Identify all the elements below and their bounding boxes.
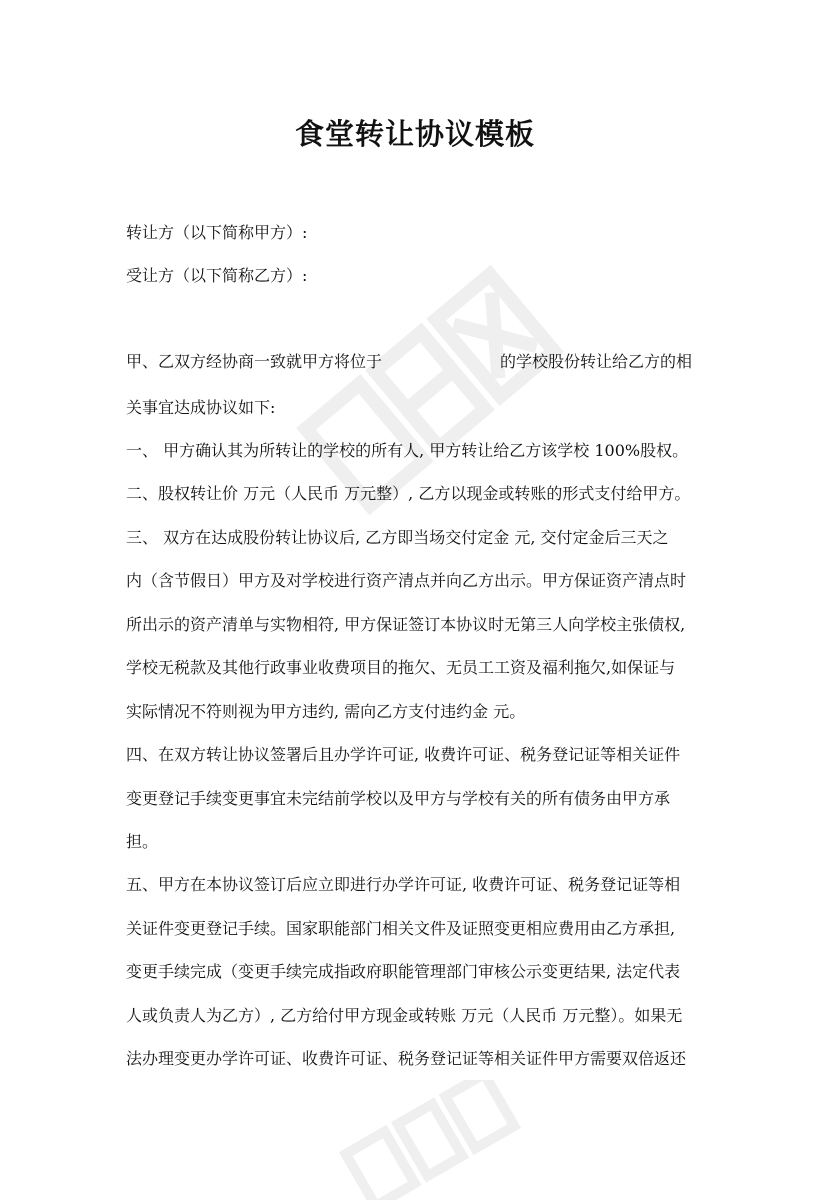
clause-line: 关证件变更登记手续。国家职能部门相关文件及证照变更相应费用由乙方承担, xyxy=(126,919,676,938)
clause-line: 法办理变更办学许可证、收费许可证、税务登记证等相关证件甲方需要双倍返还 xyxy=(126,1049,687,1068)
watermark-stamp-bottom xyxy=(330,1080,530,1200)
clause-line: 担。 xyxy=(126,832,159,851)
clause-line: 三、 双方在达成股份转让协议后, 乙方即当场交付定金 元, 交付定金后三天之 xyxy=(126,528,669,547)
transferee-line: 受让方（以下简称乙方）: xyxy=(126,266,308,285)
clause-line: 内（含节假日）甲方及对学校进行资产清点并向乙方出示。甲方保证资产清点时 xyxy=(126,571,687,590)
clause-line: 一、 甲方确认其为所转让的学校的所有人, 甲方转让给乙方该学校 100%股权。 xyxy=(126,441,689,460)
clause-line: 实际情况不符则视为甲方违约, 需向乙方支付违约金 元。 xyxy=(126,702,526,721)
intro-line-2: 关事宜达成协议如下: xyxy=(126,398,276,417)
clause-line: 五、甲方在本协议签订后应立即进行办学许可证, 收费许可证、税务登记证等相 xyxy=(126,875,681,894)
clause-line: 学校无税款及其他行政事业收费项目的拖欠、无员工工资及福利拖欠,如保证与 xyxy=(126,658,676,677)
intro-line-1 xyxy=(126,352,716,372)
clause-line: 四、在双方转让协议签署后且办学许可证, 收费许可证、税务登记证等相关证件 xyxy=(126,745,681,764)
clause-line: 变更登记手续变更事宜未完结前学校以及甲方与学校有关的所有债务由甲方承 xyxy=(126,789,671,808)
intro-text-before-blank: 甲、乙双方经协商一致就甲方将位于 xyxy=(126,352,383,371)
transferor-line: 转让方（以下简称甲方）: xyxy=(126,223,308,242)
clause-line: 所出示的资产清单与实物相符, 甲方保证签订本协议时无第三人向学校主张债权, xyxy=(126,615,686,634)
clause-line: 变更手续完成（变更手续完成指政府职能管理部门审核公示变更结果, 法定代表 xyxy=(126,962,681,981)
intro-text-after-blank: 的学校股份转让给乙方的相 xyxy=(500,352,693,371)
clause-line: 二、股权转让价 万元（人民币 万元整）, 乙方以现金或转账的形式支付给甲方。 xyxy=(126,484,691,503)
clause-line: 人或负责人为乙方）, 乙方给付甲方现金或转账 万元（人民币 万元整）。如果无 xyxy=(126,1006,683,1025)
document-title: 食堂转让协议模板 xyxy=(294,117,535,151)
